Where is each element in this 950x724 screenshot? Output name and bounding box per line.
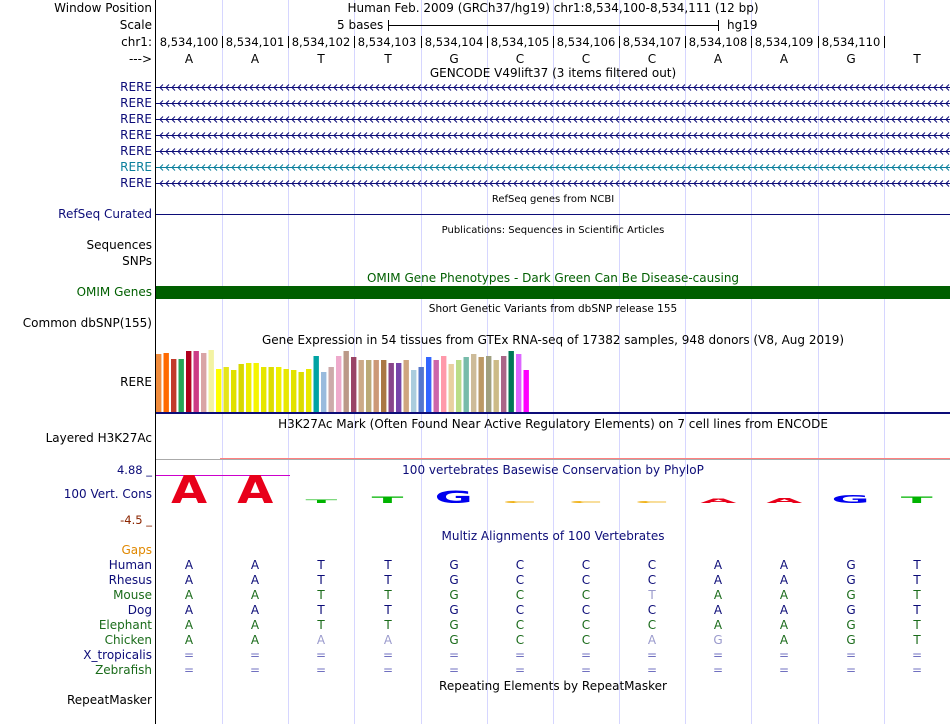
alignment-base: C: [647, 558, 657, 572]
alignment-base: =: [382, 663, 394, 677]
h3k27ac-baseline: [156, 459, 950, 460]
gtex-tissue-bar[interactable]: [314, 356, 319, 412]
alignment-base: A: [713, 573, 723, 587]
alignment-base: G: [846, 603, 856, 617]
label-h3k27ac[interactable]: Layered H3K27Ac: [45, 431, 152, 445]
alignment-base: =: [514, 663, 526, 677]
gtex-tissue-bar[interactable]: [299, 372, 304, 412]
phylop-logo-letter: C: [635, 500, 670, 504]
alignment-base: T: [317, 618, 325, 632]
gencode-label-5[interactable]: RERE: [120, 144, 152, 158]
gtex-tissue-bar[interactable]: [456, 360, 461, 412]
alignment-base: G: [449, 618, 459, 632]
alignment-base: G: [449, 573, 459, 587]
label-dbsnp[interactable]: Common dbSNP(155): [22, 316, 152, 330]
alignment-base: G: [846, 633, 856, 647]
alignment-base: A: [250, 558, 260, 572]
alignment-base: T: [384, 573, 392, 587]
alignment-base: A: [250, 573, 260, 587]
species-label[interactable]: Human: [108, 558, 152, 572]
gtex-tissue-bar[interactable]: [186, 351, 191, 412]
alignment-base: A: [713, 588, 723, 602]
alignment-base: T: [913, 633, 921, 647]
gtex-tissue-bar[interactable]: [366, 360, 371, 412]
label-window-position: Window Position: [54, 1, 152, 15]
label-phylop-min: -4.5 _: [120, 513, 152, 527]
species-label[interactable]: Dog: [127, 603, 152, 617]
alignment-base: =: [911, 663, 923, 677]
gtex-tissue-bar[interactable]: [486, 356, 491, 412]
gtex-tissue-bar[interactable]: [231, 370, 236, 412]
phylop-logo-letter: T: [371, 495, 404, 506]
alignment-base: =: [712, 648, 724, 662]
alignment-base: T: [317, 573, 325, 587]
alignment-base: =: [183, 648, 195, 662]
h3k27ac-signal-line: [220, 458, 950, 459]
gtex-tissue-bar[interactable]: [404, 360, 409, 412]
species-label[interactable]: Mouse: [113, 588, 152, 602]
gencode-transcript[interactable]: [156, 83, 950, 92]
ruler-tick: [884, 36, 885, 48]
ruler-position: 8,534,103: [357, 35, 417, 49]
ruler-position: 8,534,107: [622, 35, 682, 49]
phylop-logo-letter: A: [171, 468, 208, 513]
species-label[interactable]: Chicken: [104, 633, 152, 647]
alignment-base: =: [712, 663, 724, 677]
alignment-base: T: [913, 588, 921, 602]
gtex-tissue-bar[interactable]: [209, 350, 214, 412]
alignment-base: T: [317, 588, 325, 602]
gtex-tissue-bar[interactable]: [179, 359, 184, 412]
multiz-title: Multiz Alignments of 100 Vertebrates: [441, 529, 665, 543]
reference-base: G: [449, 52, 459, 66]
gtex-tissue-bar[interactable]: [329, 367, 334, 412]
phylop-logo-letter: G: [831, 493, 870, 506]
alignment-base: G: [449, 558, 459, 572]
gtex-tissue-bar[interactable]: [261, 367, 266, 412]
alignment-base: G: [846, 618, 856, 632]
alignment-base: C: [647, 573, 657, 587]
label-chrom: chr1:: [121, 35, 152, 49]
ruler-position: 8,534,108: [688, 35, 748, 49]
reference-base: C: [647, 52, 657, 66]
alignment-base: =: [646, 648, 658, 662]
gtex-tissue-bar[interactable]: [164, 353, 169, 412]
gtex-tissue-bar[interactable]: [464, 357, 469, 412]
ruler-position: 8,534,104: [424, 35, 484, 49]
reference-base: G: [846, 52, 856, 66]
gencode-transcript[interactable]: [156, 115, 950, 124]
gtex-gene-line: [156, 412, 950, 414]
species-label[interactable]: Rhesus: [108, 573, 152, 587]
species-label[interactable]: X_tropicalis: [83, 648, 152, 662]
dbsnp-title: Short Genetic Variants from dbSNP release 155: [428, 303, 678, 315]
alignment-base: G: [846, 558, 856, 572]
alignment-base: A: [779, 558, 789, 572]
alignment-base: C: [647, 618, 657, 632]
omim-title: OMIM Gene Phenotypes - Dark Green Can Be Disease-causing: [366, 271, 740, 285]
gencode-transcript[interactable]: [156, 131, 950, 140]
gtex-tissue-bar[interactable]: [194, 351, 199, 412]
repeatmasker-title: Repeating Elements by RepeatMasker: [439, 679, 667, 693]
alignment-base: A: [316, 633, 326, 647]
reference-base: A: [250, 52, 260, 66]
alignment-base: A: [779, 618, 789, 632]
alignment-base: =: [249, 663, 261, 677]
alignment-base: =: [845, 648, 857, 662]
h3k27ac-title: H3K27Ac Mark (Often Found Near Active Regulatory Elements) on 7 cell lines from ENCODE: [278, 417, 828, 431]
alignment-base: T: [384, 603, 392, 617]
gencode-transcript[interactable]: [156, 163, 950, 172]
gtex-tissue-bar[interactable]: [254, 363, 259, 412]
alignment-base: A: [647, 633, 657, 647]
alignment-base: A: [779, 588, 789, 602]
gencode-label-2[interactable]: RERE: [120, 96, 152, 110]
gtex-tissue-bar[interactable]: [291, 370, 296, 412]
label-strand: --->: [128, 52, 152, 66]
alignment-base: =: [778, 648, 790, 662]
alignment-base: =: [778, 663, 790, 677]
gencode-transcript[interactable]: [156, 99, 950, 108]
alignment-base: G: [449, 633, 459, 647]
alignment-base: C: [515, 633, 525, 647]
alignment-base: T: [913, 603, 921, 617]
gencode-label-4[interactable]: RERE: [120, 128, 152, 142]
gtex-tissue-bar[interactable]: [374, 360, 379, 412]
alignment-base: C: [515, 618, 525, 632]
gtex-tissue-bar[interactable]: [306, 369, 311, 412]
phylop-logo-letter: C: [502, 500, 537, 504]
alignment-base: T: [384, 618, 392, 632]
ruler-position: 8,534,110: [821, 35, 881, 49]
phylop-logo-letter: A: [700, 497, 737, 505]
alignment-base: T: [384, 588, 392, 602]
alignment-base: =: [580, 648, 592, 662]
alignment-base: =: [911, 648, 923, 662]
gtex-tissue-bar[interactable]: [224, 367, 229, 412]
gtex-tissue-bar[interactable]: [156, 354, 161, 412]
gtex-tissue-bar[interactable]: [426, 357, 431, 412]
alignment-base: C: [581, 558, 591, 572]
gtex-tissue-bar[interactable]: [201, 353, 206, 412]
alignment-base: A: [383, 633, 393, 647]
gencode-label-1[interactable]: RERE: [120, 80, 152, 94]
alignment-base: A: [250, 603, 260, 617]
gtex-tissue-bar[interactable]: [441, 356, 446, 412]
scale-bar: [388, 25, 718, 26]
publications-title: Publications: Sequences in Scientific Articles: [441, 225, 665, 236]
alignment-base: G: [449, 603, 459, 617]
alignment-base: A: [184, 603, 194, 617]
phylop-logo-letter: G: [434, 488, 473, 508]
alignment-base: A: [184, 633, 194, 647]
alignment-base: T: [317, 558, 325, 572]
gtex-tissue-bar[interactable]: [246, 363, 251, 412]
gtex-tissue-bar[interactable]: [389, 363, 394, 412]
gtex-tissue-bar[interactable]: [359, 360, 364, 412]
phylop-logo-letter: A: [766, 496, 803, 505]
data-pane-left-border: [155, 0, 156, 724]
phylop-title: 100 vertebrates Basewise Conservation by PhyloP: [402, 463, 704, 477]
label-snps[interactable]: SNPs: [122, 254, 152, 268]
gtex-tissue-bar[interactable]: [501, 356, 506, 412]
assembly-position: Human Feb. 2009 (GRCh37/hg19) chr1:8,534,100-8,534,111 (12 bp): [347, 1, 759, 15]
alignment-base: G: [846, 588, 856, 602]
gtex-bar-chart[interactable]: [156, 348, 950, 412]
gtex-tissue-bar[interactable]: [419, 367, 424, 412]
gtex-tissue-bar[interactable]: [216, 369, 221, 412]
gtex-tissue-bar[interactable]: [396, 363, 401, 412]
alignment-base: =: [382, 648, 394, 662]
label-repeatmasker[interactable]: RepeatMasker: [66, 693, 152, 707]
alignment-base: A: [250, 633, 260, 647]
scale-bar-right-tick: [718, 20, 719, 31]
ruler-position: 8,534,100: [159, 35, 219, 49]
alignment-base: A: [250, 618, 260, 632]
phylop-logo-letter: C: [568, 500, 604, 504]
gtex-tissue-bar[interactable]: [276, 367, 281, 412]
alignment-base: T: [648, 588, 656, 602]
gencode-label-3[interactable]: RERE: [120, 112, 152, 126]
gtex-tissue-bar[interactable]: [434, 360, 439, 412]
gtex-tissue-bar[interactable]: [269, 367, 274, 412]
gtex-tissue-bar[interactable]: [381, 360, 386, 412]
alignment-base: C: [581, 573, 591, 587]
label-phylop[interactable]: 100 Vert. Cons: [63, 487, 152, 501]
reference-base: T: [384, 52, 392, 66]
alignment-base: C: [581, 588, 591, 602]
reference-base: A: [184, 52, 194, 66]
gtex-tissue-bar[interactable]: [239, 364, 244, 412]
gtex-title: Gene Expression in 54 tissues from GTEx RNA-seq of 17382 samples, 948 donors (V8, Aug 2019): [261, 333, 845, 347]
alignment-base: T: [384, 558, 392, 572]
alignment-base: C: [515, 573, 525, 587]
gtex-tissue-bar[interactable]: [344, 351, 349, 412]
alignment-base: G: [449, 588, 459, 602]
alignment-base: =: [315, 663, 327, 677]
alignment-base: =: [448, 648, 460, 662]
gtex-tissue-bar[interactable]: [516, 354, 521, 412]
alignment-base: =: [249, 648, 261, 662]
alignment-base: A: [713, 603, 723, 617]
alignment-base: T: [913, 618, 921, 632]
gencode-title: GENCODE V49lift37 (3 items filtered out): [429, 66, 677, 80]
db-name: hg19: [727, 18, 758, 32]
alignment-base: A: [184, 573, 194, 587]
label-scale: Scale: [119, 18, 152, 32]
reference-base: A: [713, 52, 723, 66]
species-label[interactable]: Elephant: [98, 618, 152, 632]
ruler-position: 8,534,102: [291, 35, 351, 49]
gtex-tissue-bar[interactable]: [471, 354, 476, 412]
alignment-base: A: [779, 573, 789, 587]
gencode-transcript[interactable]: [156, 179, 950, 188]
alignment-base: A: [713, 558, 723, 572]
gtex-tissue-bar[interactable]: [321, 372, 326, 412]
reference-base: T: [913, 52, 921, 66]
alignment-base: A: [713, 618, 723, 632]
gtex-tissue-bar[interactable]: [351, 357, 356, 412]
alignment-base: A: [184, 618, 194, 632]
phylop-logo-letter: T: [900, 495, 933, 506]
gencode-label-7[interactable]: RERE: [120, 176, 152, 190]
reference-base: C: [581, 52, 591, 66]
label-gtex[interactable]: RERE: [120, 375, 152, 389]
gtex-tissue-bar[interactable]: [284, 369, 289, 412]
alignment-base: A: [184, 558, 194, 572]
alignment-base: =: [646, 663, 658, 677]
alignment-base: C: [515, 603, 525, 617]
gtex-tissue-bar[interactable]: [171, 359, 176, 412]
refseq-title: RefSeq genes from NCBI: [491, 194, 615, 205]
label-omim[interactable]: OMIM Genes: [76, 285, 152, 299]
alignment-base: T: [317, 603, 325, 617]
label-sequences[interactable]: Sequences: [86, 238, 152, 252]
reference-base: C: [515, 52, 525, 66]
reference-base: A: [779, 52, 789, 66]
alignment-base: C: [581, 633, 591, 647]
alignment-base: C: [515, 588, 525, 602]
phylop-logo-letter: A: [237, 468, 274, 513]
alignment-base: G: [713, 633, 723, 647]
alignment-base: A: [250, 588, 260, 602]
gencode-transcript[interactable]: [156, 147, 950, 156]
scale-text: 5 bases: [337, 18, 384, 32]
alignment-base: =: [845, 663, 857, 677]
ruler-position: 8,534,106: [556, 35, 616, 49]
ruler-position: 8,534,101: [225, 35, 285, 49]
alignment-base: A: [779, 603, 789, 617]
gencode-label-6[interactable]: RERE: [120, 160, 152, 174]
scale-bar-left-tick: [388, 20, 389, 31]
alignment-base: C: [647, 603, 657, 617]
alignment-base: =: [514, 648, 526, 662]
alignment-base: A: [779, 633, 789, 647]
gtex-tissue-bar[interactable]: [479, 357, 484, 412]
alignment-base: =: [315, 648, 327, 662]
alignment-base: C: [581, 618, 591, 632]
alignment-base: =: [448, 663, 460, 677]
alignment-base: =: [580, 663, 592, 677]
alignment-base: C: [515, 558, 525, 572]
ruler-position: 8,534,105: [490, 35, 550, 49]
gtex-tissue-bar[interactable]: [494, 360, 499, 412]
gtex-tissue-bar[interactable]: [524, 370, 529, 412]
species-label[interactable]: Zebrafish: [95, 663, 152, 677]
alignment-base: G: [846, 573, 856, 587]
alignment-base: T: [913, 573, 921, 587]
alignment-base: =: [183, 663, 195, 677]
reference-base: T: [317, 52, 325, 66]
label-phylop-max: 4.88 _: [116, 463, 152, 477]
refseq-gene-line[interactable]: [156, 214, 950, 215]
alignment-base: C: [581, 603, 591, 617]
alignment-base: T: [913, 558, 921, 572]
gtex-tissue-bar[interactable]: [449, 364, 454, 412]
phylop-logo-letter: T: [305, 498, 338, 505]
omim-gene-bar[interactable]: [156, 286, 950, 299]
label-gaps[interactable]: Gaps: [121, 543, 152, 557]
ruler-position: 8,534,109: [754, 35, 814, 49]
alignment-base: A: [184, 588, 194, 602]
label-refseq[interactable]: RefSeq Curated: [58, 207, 152, 221]
gtex-tissue-bar[interactable]: [336, 356, 341, 412]
gtex-tissue-bar[interactable]: [411, 370, 416, 412]
gtex-tissue-bar[interactable]: [509, 351, 514, 412]
